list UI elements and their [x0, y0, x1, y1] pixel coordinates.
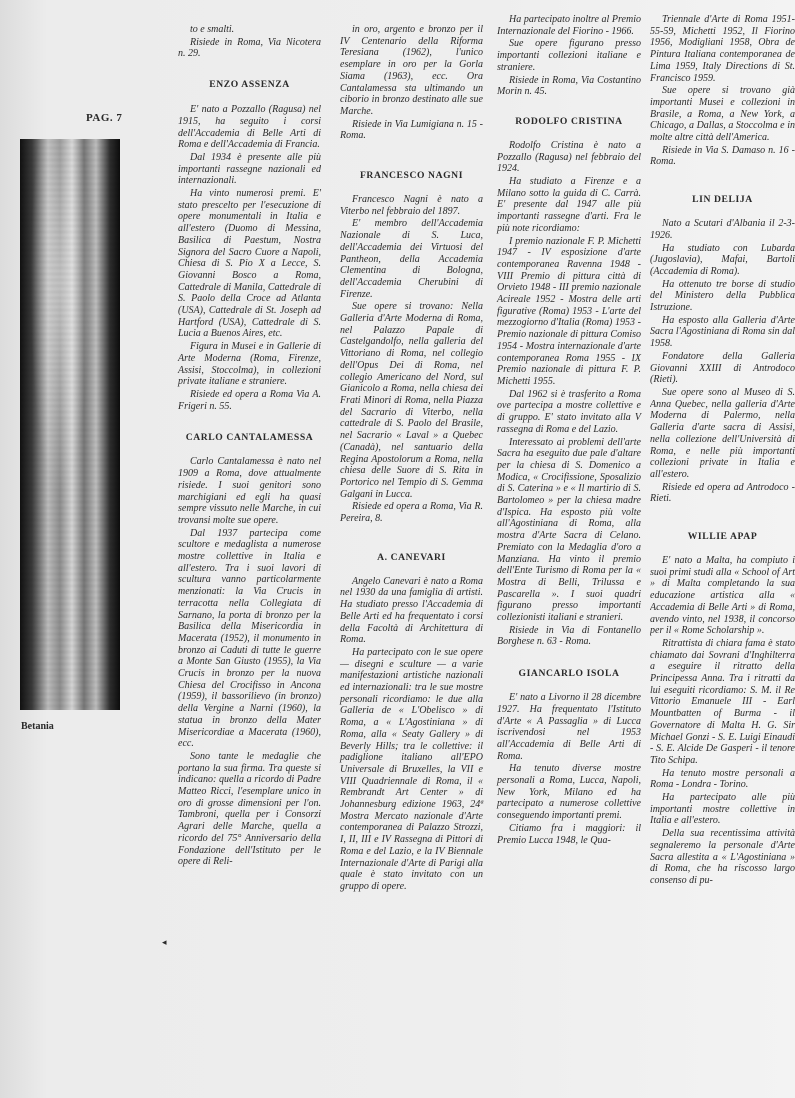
paragraph: in oro, argento e bronzo per il IV Centenario della Riforma Teresiana (1962), l'unico esemplare in oro per la Gorla Siama (1963), ecc. Ora Cantalamessa sta ultimando un ciborio in bronzo destinato alle sue Marche.: [340, 24, 483, 117]
text-column-2: [340, 14, 483, 894]
paragraph: to e smalti.: [190, 24, 235, 35]
paragraph: Della sua recentissima attività segnaleremo la personale d'Arte Sacra allestita a « L'Agostiniana » di Roma, che ha riscosso largo consenso di pu-: [650, 828, 795, 886]
artist-heading: FRANCESCO NAGNI: [359, 170, 464, 182]
text-column-3: [497, 14, 641, 847]
paragraph: Risiede ed opera a Roma, Via R. Pereira, 8.: [340, 501, 483, 525]
paragraph: Risiede in Via di Fontanello Borghese n. 63 - Roma.: [497, 624, 641, 648]
paragraph: Dal 1962 si è trasferito a Roma ove partecipa a mostre collettive e di gruppo. E' stato invitato alla V rassegna di Roma e del Lazio.: [497, 388, 641, 435]
artist-heading: GIANCARLO ISOLA: [518, 668, 620, 680]
paragraph: Risiede in Via Lumigiana n. 15 - Roma.: [340, 118, 483, 142]
paragraph: Risiede in Via S. Damaso n. 16 - Roma.: [650, 144, 795, 168]
paragraph: Ha partecipato alle più importanti mostre collettive in Italia e all'estero.: [650, 792, 795, 827]
paragraph: Triennale d'Arte di Roma 1951-55-59, Michetti 1952, Il Fiorino 1956, Modigliani 1958, Obra de Pintura Italiana contemporanea de Lima 1959, Italy Directions di St. Francisco 1959.: [650, 14, 795, 84]
paragraph: Citiamo fra i maggiori: il Premio Lucca 1948, le Qua-: [497, 822, 641, 846]
paragraph: Ha tenuto diverse mostre personali a Roma, Lucca, Napoli, New York, Milano ed ha partecipato a numerose collettive conseguendo importanti premi.: [497, 763, 641, 822]
photo-caption: Betania: [21, 721, 54, 732]
artist-heading: ENZO ASSENZA: [209, 79, 290, 91]
paragraph: Angelo Canevari è nato a Roma nel 1930 da una famiglia di artisti. Ha studiato presso l'Accademia di Belle Arti ed ha frequentato i corsi della Facoltà di Architettura di Roma.: [340, 575, 483, 646]
paragraph: Sue opere figurano presso importanti collezioni italiane e straniere.: [497, 38, 641, 73]
paragraph: E' nato a Malta, ha compiuto i suoi primi studi alla « School of Art » di Malta completando la sua educazione artistica alla « Accademia di Belle Arti » di Roma, avendo vinto, nel 1938, il concorso per il « Rome Scholarship ».: [650, 555, 795, 637]
paragraph: Ha vinto numerosi premi. E' stato prescelto per l'esecuzione di opere monumentali in Italia e all'estero (Duomo di Messina, Basilica di Paestum, Nostra Signora del Sacro Cuore a Napoli, Chiesa di S. Pio X a Lecce, S. Giovanni Bosco a Roma, Cattedrale di Manila, Cattedrale di S. Paolo della Croce ad Atlanta (USA), Cattedrale di St. Joseph ad Hartford (USA), Cattedrale di S. Lucia a Buenos Aires, etc.: [178, 188, 321, 340]
paragraph: Sue opere si trovano: Nella Galleria d'Arte Moderna di Roma, nel Palazzo Papale di Castelgandolfo, nella galleria del Vittoriano di Roma, nel collegio dell'Opus Dei di Roma, nel collegio Americano del Nord, sul Gianicolo a Roma, nella chiesa dei Frati Minori di Roma, nella Piazza del Sacrario di Viterbo, nella cattedrale di S. Paolo del Brasile, nel Sacrario « Laval » a Quebec (Canadà), nel santuario della Regina Apostolorum a Roma, nella chiesa delle Suore di S. Rita in Portorico nel Tempio di S. Gemma Galgani in Lucca.: [340, 301, 483, 500]
paragraph: Risiede ed opera ad Antrodoco - Rieti.: [650, 481, 795, 505]
paragraph: Sue opere sono al Museo di S. Anna Quebec, nella galleria d'Arte Moderna di Palermo, nella Galleria d'arte sacra di Assisi, nella collezione dell'Università di Roma, e nelle più importanti collezioni private in Italia e all'estero.: [650, 386, 795, 480]
paragraph: Rodolfo Cristina è nato a Pozzallo (Ragusa) nel febbraio del 1924.: [497, 139, 641, 175]
paragraph: E' nato a Pozzallo (Ragusa) nel 1915, ha seguito i corsi dell'Accademia di Belle Arti di Roma e dell'Accademia di Francia.: [178, 104, 321, 151]
paragraph: Risiede in Roma, Via Costantino Morin n. 45.: [497, 74, 641, 98]
paragraph: Sue opere si trovano già importanti Musei e collezioni in Brasile, a Roma, a New York, a Chicago, a Dallas, a Stoccolma e in molte altre città dell'America.: [650, 85, 795, 144]
artist-heading: RODOLFO CRISTINA: [515, 115, 623, 127]
paragraph: Francesco Nagni è nato a Viterbo nel febbraio del 1897.: [340, 194, 483, 217]
artist-heading: LIN DELIJA: [692, 194, 753, 206]
paragraph: I premio nazionale F. P. Michetti 1947 - IV esposizione d'arte contemporanea Ravenna 1948 - VIII Premio di pittura città di Orvieto 1948 - III premio nazionale Acireale 1952 - Mostra delle arti figurative (Roma) 1953 - L'arte del mezzogiorno d'Italia (Roma) 1953 - Premio nazionale di pittura Comiso 1954 - Mostra internazionale d'arte contemporanea Roma 1955 - IX Premio nazionale di pittura F. P. Michetti 1955.: [497, 235, 641, 387]
margin-mark: ◂: [162, 937, 167, 947]
paragraph: Ritrattista di chiara fama è stato chiamato dai Sovrani d'Inghilterra a eseguire il ritratto della Principessa Anna. Tra i ritratti da lui eseguiti ricordiamo: S. M. il Re Vittorio Emanuele III - Earl Mountbatten of Burma - il Governatore di Malta H. G. Sir Michael Gonzi - S. E. Luigi Einaudi - S. E. Alcide De Gasperi - il tenore Tito Schipa.: [650, 637, 795, 766]
paragraph: Interessato ai problemi dell'arte Sacra ha eseguito due pale d'altare per la chiesa di S. Domenico a Modica, « Crocifissione, Sposalizio di S. Caterina » e « Il martirio di S. Bartolomeo » per la chiesa madre d'Ispica. Ha esposto più volte all'Agostiniana di Roma, alla mostra d'Arte Sacra di Celano. Premiato con la Medaglia d'oro a Manziana. Ha vinto il premio dell'Ente Turismo di Roma per la « Mostra di Belli, Trilussa e Pascarella ». I suoi quadri figurano presso importanti collezionisti italiani e stranieri.: [497, 436, 641, 624]
paragraph: Ha studiato a Firenze e a Milano sotto la guida di C. Carrà. E' presente dal 1947 alle più importanti rassegne d'arti. Fra le più note ricordiamo:: [497, 176, 641, 234]
paragraph: Nato a Scutari d'Albania il 2-3-1926.: [650, 218, 795, 241]
artist-heading: A. CANEVARI: [377, 551, 446, 563]
paragraph: Ha esposto alla Galleria d'Arte Sacra l'Agostiniana di Roma sin dal 1958.: [650, 314, 795, 350]
paragraph: Fondatore della Galleria Giovanni XXIII di Antrodoco (Rieti).: [650, 350, 795, 386]
paragraph: Figura in Musei e in Gallerie di Arte Moderna (Roma, Firenze, Assisi, Stoccolma), in collezioni private italiane e straniere.: [178, 341, 321, 388]
paragraph: Ha ottenuto tre borse di studio del Ministero della Pubblica Istruzione.: [650, 278, 795, 314]
artist-heading: WILLIE APAP: [687, 531, 758, 543]
paragraph: Dal 1937 partecipa come scultore e medaglista a numerose mostre collettive in Italia e all'estero. Tra i suoi lavori di scultura vanno particolarmente menzionati: la Via Crucis in terracotta nella Collegiata di Sarnano, la porta di bronzo per la Basilica della Misericordia in Macerata (1952), il monumento in bronzo ai Caduti di tutte le guerre a Monte San Giusto (1955), la Via Crucis in bronzo per la nuova Chiesa del Crocifisso in Ancona (1959), il bassorilievo (in bronzo) della Vergine a Narni (1960), la statua in bronzo della Mater Misericordiae a Macerata (1960), ecc.: [178, 527, 321, 750]
paragraph: Carlo Cantalamessa è nato nel 1909 a Roma, dove attualmente risiede. I suoi genitori sono marchigiani ed egli ha quasi sempre vissuto nelle Marche, in cui trovansi molte sue opere.: [178, 456, 321, 526]
paragraph: Sono tante le medaglie che portano la sua firma. Tra queste si indicano: quella a ricordo di Padre Matteo Ricci, l'esemplare unico in oro di grosse dimensioni per l'on. Tambroni, quella per i Consorzi Agrari delle Marche, quella a ricordo del 75° Anniversario della Fondazione dell'Istituto per le opere di Reli-: [178, 750, 321, 868]
paragraph: Ha studiato con Lubarda (Jugoslavia), Mafai, Bartoli (Accademia di Roma).: [650, 242, 795, 277]
paragraph: Ha partecipato con le sue opere — disegni e sculture — a varie manifestazioni artistiche nazionali ed internazionali: tra le sue mostre personali ricordiamo: le due alla Galleria de « L'Obelisco » di Roma, a « L'Agostiniana » di Roma, alla « Seaty Gallery » di Beverly Hills; tra le collettive: il padiglione italiano all'EPO Universale di Bruxelles, la VII e VIII Quadriennale di Roma, il « Rembrandt Art Center » di Johannesburg edizione 1963, 24ª Mostra Mercato nazionale d'Arte contemporanea di Palazzo Strozzi, I, II, III e IV Rassegna di Pittori di Roma e del Lazio, e la IV Biennale Internazionale d'Arte di Parigi alla quale è stato invitato con un gruppo di opere.: [340, 646, 483, 892]
text-column-4: [650, 14, 795, 888]
artist-heading: CARLO CANTALAMESSA: [185, 432, 314, 444]
sculpture-photo: [20, 139, 120, 710]
paragraph: Ha tenuto mostre personali a Roma - Londra - Torino.: [650, 767, 795, 791]
paragraph: E' membro dell'Accademia Nazionale di S. Luca, dell'Accademia dei Virtuosi del Pantheon, della Accademia Clementina di Bologna, dell'Accademia Cherubini di Firenze.: [340, 218, 483, 300]
paragraph: E' nato a Livorno il 28 dicembre 1927. Ha frequentato l'Istituto d'Arte « A Passaglia » di Lucca iscrivendosi nel 1953 all'Accademia di Belle Arti di Roma.: [497, 692, 641, 762]
paragraph: Ha partecipato inoltre al Premio Internazionale del Fiorino - 1966.: [497, 14, 641, 37]
page-number: PAG. 7: [86, 112, 123, 124]
text-column-1: [178, 14, 321, 869]
paragraph: Risiede in Roma, Via Nicotera n. 29.: [178, 36, 321, 60]
paragraph: Dal 1934 è presente alle più importanti rassegne nazionali ed internazionali.: [178, 151, 321, 187]
paragraph: Risiede ed opera a Roma Via A. Frigeri n. 55.: [178, 388, 321, 412]
